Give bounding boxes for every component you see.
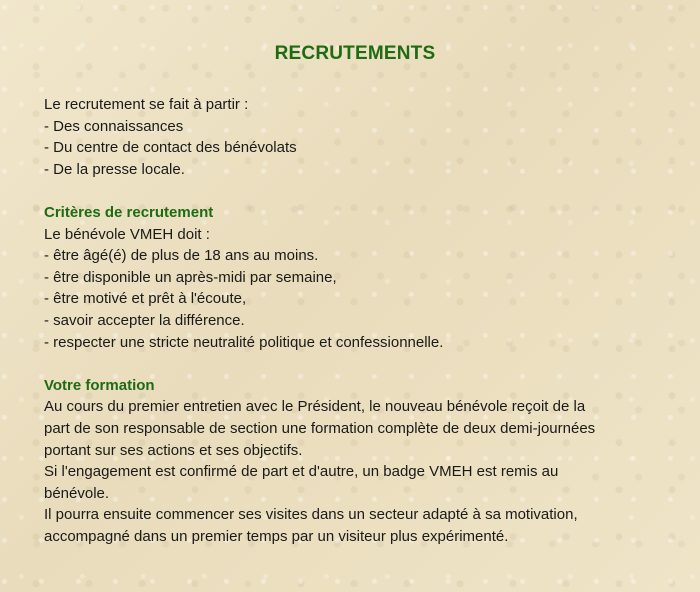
page-title: RECRUTEMENTS bbox=[274, 43, 436, 64]
training-line: Au cours du premier entretien avec le Président, le nouveau bénévole reçoit de la bbox=[44, 398, 586, 416]
criteria-item: - savoir accepter la différence. bbox=[44, 311, 245, 329]
criteria-item: - être âgé(é) de plus de 18 ans au moins. bbox=[44, 247, 319, 265]
intro-lead: Le recrutement se fait à partir : bbox=[44, 96, 249, 113]
training-line: Il pourra ensuite commencer ses visites dans un secteur adapté à sa motivation, bbox=[44, 506, 578, 524]
training-line: bénévole. bbox=[44, 484, 110, 502]
document-body bbox=[44, 94, 666, 547]
criteria-heading: Critères de recrutement bbox=[44, 203, 214, 221]
criteria-lead: Le bénévole VMEH doit : bbox=[44, 225, 210, 243]
criteria-item: - être disponible un après-midi par semaine, bbox=[44, 268, 337, 286]
intro-item: - De la presse locale. bbox=[44, 160, 185, 178]
training-line: part de son responsable de section une formation complète de deux demi-journées bbox=[44, 419, 596, 437]
criteria-item: - être motivé et prêt à l'écoute, bbox=[44, 290, 247, 308]
training-line: accompagné dans un premier temps par un visiteur plus expérimenté. bbox=[44, 527, 509, 545]
intro-item: - Du centre de contact des bénévolats bbox=[44, 139, 297, 157]
intro-section bbox=[44, 94, 666, 180]
criteria-item: - respecter une stricte neutralité politique et confessionnelle. bbox=[44, 333, 444, 351]
criteria-section bbox=[44, 202, 666, 353]
training-section bbox=[44, 375, 666, 548]
training-heading: Votre formation bbox=[44, 376, 155, 394]
training-line: portant sur ses actions et ses objectifs. bbox=[44, 441, 303, 459]
paragraph-spacer bbox=[44, 353, 666, 375]
intro-item: - Des connaissances bbox=[44, 117, 184, 135]
training-line: Si l'engagement est confirmé de part et d'autre, un badge VMEH est remis au bbox=[44, 463, 559, 481]
paragraph-spacer bbox=[44, 180, 666, 202]
